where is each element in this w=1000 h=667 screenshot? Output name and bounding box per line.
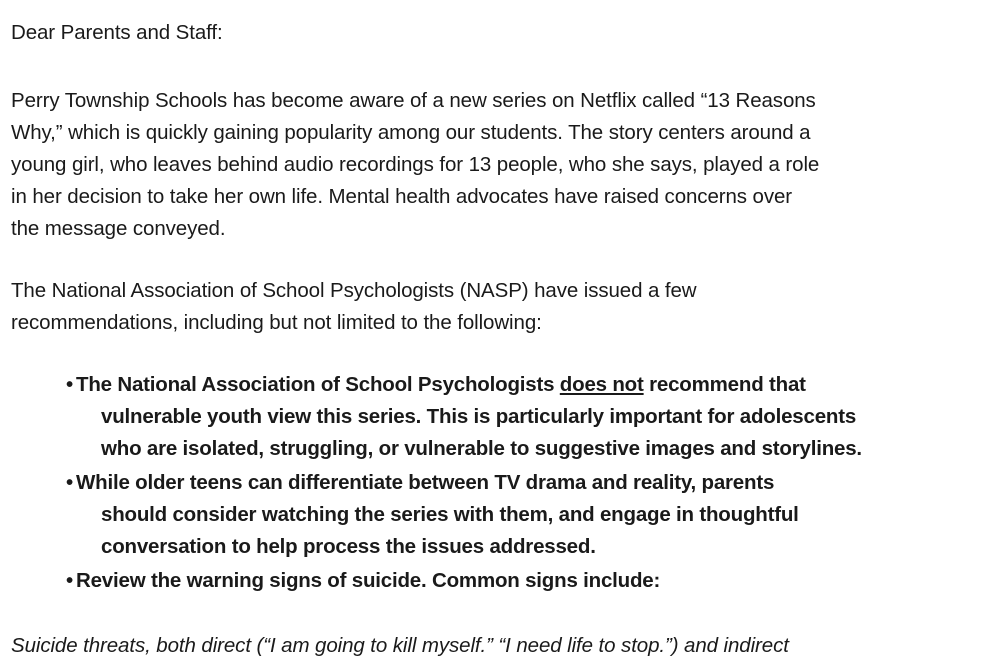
bullet-2-line-2: should consider watching the series with them, and engage in thoughtful (101, 503, 799, 526)
bullet-2-line-3: conversation to help process the issues addressed. (101, 535, 596, 558)
paragraph1-line-4: in her decision to take her own life. Mental health advocates have raised concerns over (11, 185, 793, 208)
bullet-1-text-after: recommend that (643, 373, 806, 396)
bullet-2-text: While older teens can differentiate between TV drama and reality, parents (76, 471, 775, 494)
bullet-3-text: Review the warning signs of suicide. Common signs include: (76, 569, 661, 592)
bullet-3-line-1 (66, 565, 660, 597)
bullet-2-line-1 (66, 467, 774, 499)
italic-warning-signs-line: Suicide threats, both direct (“I am going to kill myself.” “I need life to stop.”) and indirect (11, 634, 789, 657)
paragraph2-line-1: The National Association of School Psychologists (NASP) have issued a few (11, 279, 697, 302)
paragraph1-line-1: Perry Township Schools has become aware of a new series on Netflix called “13 Reasons (11, 89, 816, 112)
paragraph2-line-2: recommendations, including but not limited to the following: (11, 311, 542, 334)
salutation: Dear Parents and Staff: (11, 21, 223, 44)
paragraph1-line-5: the message conveyed. (11, 217, 226, 240)
paragraph1-line-3: young girl, who leaves behind audio recordings for 13 people, who she says, played a role (11, 153, 820, 176)
bullet-1-line-2: vulnerable youth view this series. This is particularly important for adolescents (101, 405, 857, 428)
bullet-1-line-3: who are isolated, struggling, or vulnerable to suggestive images and storylines. (101, 437, 862, 460)
bullet-marker: • (66, 471, 73, 494)
bullet-marker: • (66, 373, 73, 396)
bullet-1-underlined-text: does not (559, 373, 644, 396)
bullet-1-line-1 (66, 369, 806, 401)
paragraph1-line-2: Why,” which is quickly gaining popularity among our students. The story centers around a (11, 121, 811, 144)
bullet-marker: • (66, 569, 73, 592)
bullet-1-text-before: The National Association of School Psychologists (76, 373, 560, 396)
